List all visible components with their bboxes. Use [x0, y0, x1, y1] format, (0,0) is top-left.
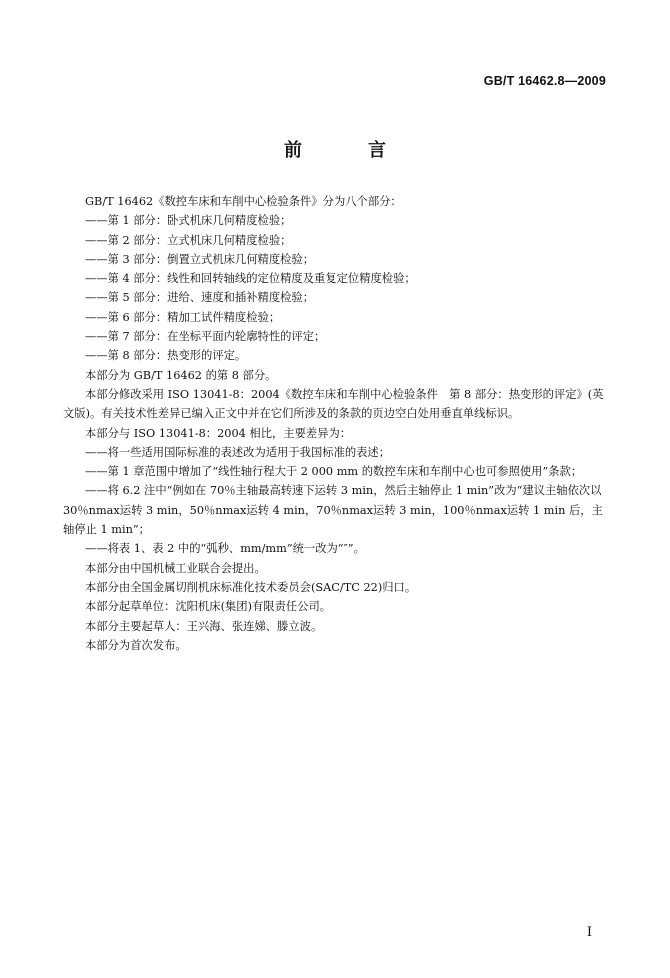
adoption-paragraph: 本部分修改采用 ISO 13041-8：2004《数控车床和车削中心检验条件 第 8 部分：热变形的评定》(英文版)。有关技术性差异已编入正文中并在它们所涉及的条款的页边空白处用垂直单线标识。	[63, 387, 604, 421]
jurisdiction-paragraph: 本部分由全国金属切削机床标准化技术委员会(SAC/TC 22)归口。	[85, 580, 417, 594]
document-body	[63, 192, 611, 655]
drafters-paragraph: 本部分主要起草人：王兴海、张连娣、滕立波。	[85, 619, 323, 633]
part-list-item: ——第 2 部分：立式机床几何精度检验；	[85, 233, 292, 247]
intro-paragraph: GB/T 16462《数控车床和车削中心检验条件》分为八个部分：	[85, 195, 402, 208]
part-list-item: ——第 3 部分：倒置立式机床几何精度检验；	[85, 252, 315, 266]
part-list-item: ——第 1 部分：卧式机床几何精度检验；	[85, 214, 292, 228]
this-part-paragraph: 本部分为 GB/T 16462 的第 8 部分。	[85, 368, 277, 382]
difference-item: ——将表 1、表 2 中的“弧秒、mm/mm”统一改为“″”。	[85, 542, 365, 556]
part-list-item: ——第 6 部分：精加工试件精度检验；	[85, 310, 281, 324]
page-number: I	[586, 925, 592, 940]
page-title: 前 言	[284, 140, 410, 161]
standard-code: GB/T 16462.8—2009	[483, 74, 606, 88]
differences-intro-paragraph: 本部分与 ISO 13041-8：2004 相比，主要差异为：	[85, 426, 352, 440]
part-list-item: ——第 8 部分：热变形的评定。	[85, 349, 247, 363]
proposed-by-paragraph: 本部分由中国机械工业联合会提出。	[85, 561, 266, 575]
part-list-item: ——第 7 部分：在坐标平面内轮廓特性的评定；	[85, 330, 326, 344]
first-release-paragraph: 本部分为首次发布。	[85, 638, 187, 652]
part-list-item: ——第 4 部分：线性和回转轴线的定位精度及重复定位精度检验；	[85, 272, 416, 286]
part-list-item: ——第 5 部分：进给、速度和插补精度检验；	[85, 291, 315, 305]
drafting-unit-paragraph: 本部分起草单位：沈阳机床(集团)有限责任公司。	[85, 600, 332, 614]
difference-item: ——将一些适用国际标准的表述改为适用于我国标准的表述；	[85, 445, 391, 459]
difference-item: ——第 1 章范围中增加了“线性轴行程大于 2 000 mm 的数控车床和车削中心也可参照使用”条款；	[85, 465, 583, 479]
difference-item: ——将 6.2 注中“例如在 70％主轴最高转速下运转 3 min，然后主轴停止 1 min”改为“建议主轴依次以 30％nmax运转 3 min，50％nmax运转 4 min，70％nmax运转 3 min，100％nmax运转 1 min 后，主轴停止 1 min”；	[63, 484, 603, 537]
